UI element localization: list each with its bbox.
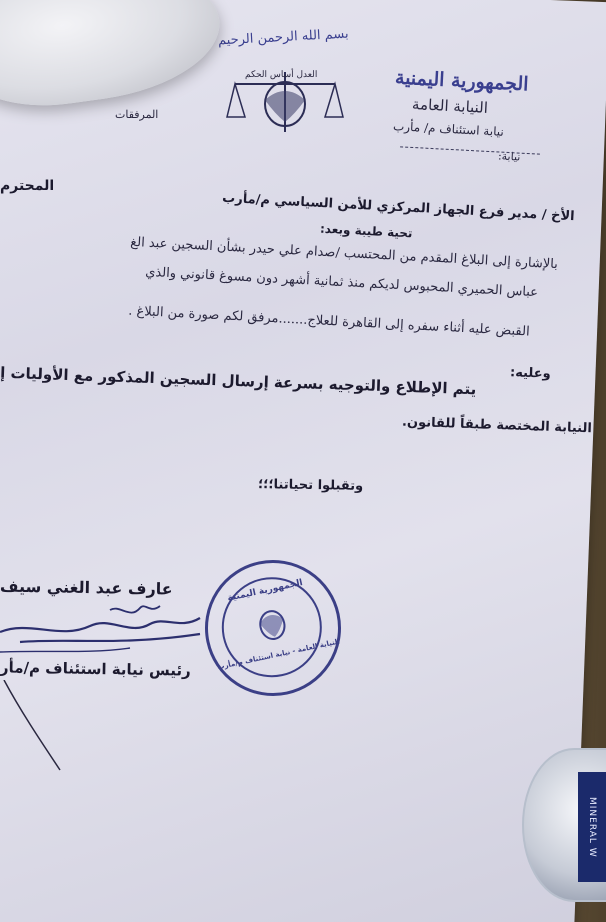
bottle-label: MINERAL W	[578, 772, 606, 882]
body-line-2: عباس الحميري المحبوس لديكم منذ ثمانية أشهر دون مسوغ قانوني والذي	[144, 264, 539, 301]
attachments-label: المرفقات	[115, 108, 159, 121]
therefore-label: وعليه:	[509, 365, 551, 382]
honorific: المحترم	[0, 178, 55, 194]
office-name: نيابة استئناف م/ مأرب	[392, 119, 505, 139]
stamp-top-text: الجمهورية اليمنية	[226, 577, 304, 604]
stamp-bottom-text: النيابة العامة - نيابة استئناف م/مأرب	[216, 637, 341, 672]
justice-motto: العدل أساس الحكم	[245, 70, 318, 80]
basmala: بسم الله الرحمن الرحيم	[217, 26, 349, 49]
signature-tail	[0, 680, 70, 780]
directive-line-1: يتم الإطلاع والتوجيه بسرعة إرسال السجين المذكور مع الأوليات إ	[0, 363, 477, 399]
authority-name: النيابة العامة	[411, 95, 489, 117]
addressee: الأخ / مدير فرع الجهاز المركزي للأمن السياسي م/مأرب	[221, 190, 575, 225]
greeting: تحية طيبة وبعد:	[319, 221, 413, 241]
stamp-emblem	[249, 601, 296, 648]
directive-line-2: النيابة المختصة طبقاً للقانون.	[401, 414, 593, 437]
country-name: الجمهورية اليمنية	[394, 66, 530, 96]
office-line2: نيابة:	[497, 149, 521, 164]
body-line-3: القبض عليه أثناء سفره إلى القاهرة للعلاج.......مرفق لكم صورة من البلاغ .	[127, 303, 531, 340]
closing-line: وتقبلوا تحياتنا؛؛؛	[257, 477, 364, 494]
signer-title: رئيس نيابة استئناف م/مأر	[0, 658, 191, 680]
body-line-1: بالإشارة إلى البلاغ المقدم من المحتسب /صدام علي حيدر بشأن السجين عبد الغ	[129, 234, 559, 273]
signer-name: عارف عبد الغني سيف	[0, 576, 173, 599]
